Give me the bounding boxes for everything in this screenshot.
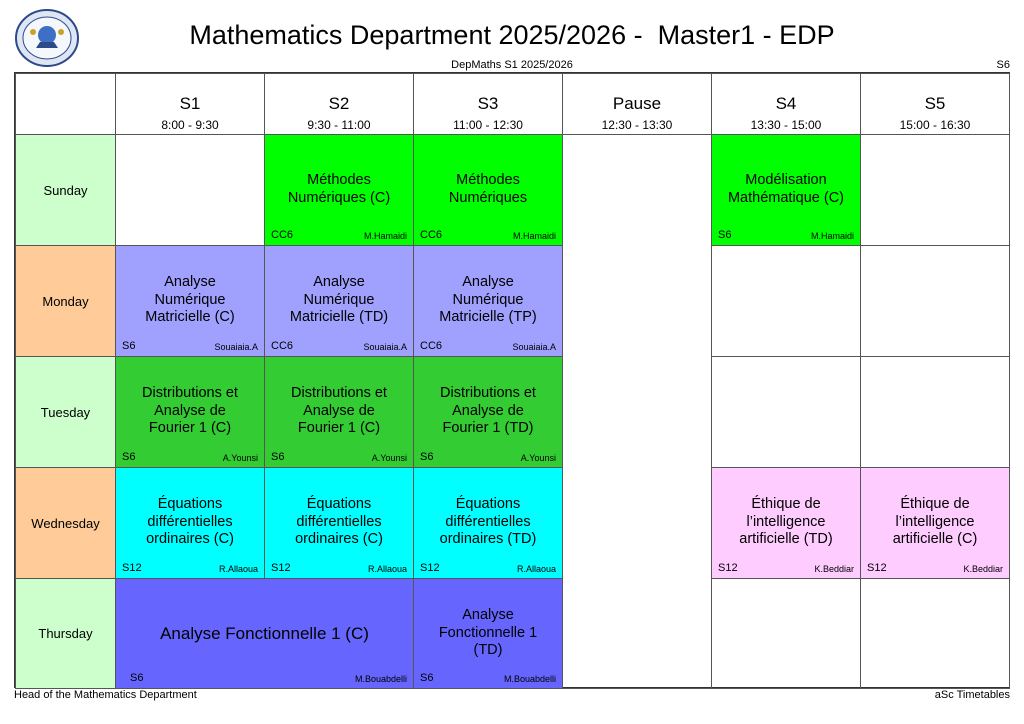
lesson-card[interactable] bbox=[264, 467, 414, 579]
lesson-teacher: R.Allaoua bbox=[516, 564, 556, 574]
lesson-card[interactable] bbox=[860, 467, 1010, 579]
lesson-room: S12 bbox=[718, 562, 738, 574]
lesson-subject: Distributions et Analyse de Fourier 1 (C) bbox=[291, 385, 387, 436]
lesson-card[interactable] bbox=[413, 578, 563, 689]
corner-cell bbox=[15, 73, 116, 135]
lesson-teacher: M.Hamaidi bbox=[512, 231, 556, 241]
lesson-card[interactable] bbox=[264, 134, 414, 246]
footer-credit: aSc Timetables bbox=[934, 689, 1010, 701]
page-title: Mathematics Department 2025/2026 - Master1 - EDP bbox=[189, 20, 835, 50]
lesson-teacher: Souaiaia.A bbox=[214, 342, 258, 352]
day-tuesday: Tuesday bbox=[15, 356, 116, 468]
slot-time: 12:30 - 13:30 bbox=[601, 118, 673, 132]
lesson-room: CC6 bbox=[420, 229, 443, 241]
lesson-subject: Analyse Numérique Matricielle (TD) bbox=[289, 274, 389, 325]
day-monday: Monday bbox=[15, 245, 116, 357]
lesson-teacher: K.Beddiar bbox=[814, 564, 854, 574]
lesson-teacher: R.Allaoua bbox=[367, 564, 407, 574]
empty-cell bbox=[860, 134, 1010, 246]
slot-time: 8:00 - 9:30 bbox=[161, 118, 219, 132]
lesson-teacher: M.Bouabdelli bbox=[354, 674, 407, 684]
lesson-room: S6 bbox=[122, 451, 136, 463]
slot-header-s4 bbox=[711, 73, 861, 135]
lesson-subject: Équations différentielles ordinaires (C) bbox=[295, 496, 383, 547]
slot-time: 13:30 - 15:00 bbox=[750, 118, 822, 132]
lesson-room: CC6 bbox=[271, 229, 294, 241]
lesson-teacher: M.Hamaidi bbox=[363, 231, 407, 241]
day-thursday: Thursday bbox=[15, 578, 116, 689]
lesson-room: S6 bbox=[122, 340, 136, 352]
timetable-grid bbox=[14, 72, 1010, 688]
empty-cell bbox=[711, 356, 861, 468]
slot-time: 11:00 - 12:30 bbox=[453, 118, 523, 132]
empty-cell bbox=[711, 578, 861, 689]
lesson-room: S12 bbox=[271, 562, 291, 574]
slot-name: Pause bbox=[612, 94, 662, 113]
lesson-subject: Analyse Fonctionnelle 1 (C) bbox=[160, 624, 369, 643]
slot-name: S5 bbox=[924, 94, 946, 113]
day-sunday: Sunday bbox=[15, 134, 116, 246]
slot-name: S3 bbox=[477, 94, 499, 113]
lesson-room: S6 bbox=[420, 672, 434, 684]
lesson-teacher: A.Younsi bbox=[222, 453, 258, 463]
lesson-subject: Distributions et Analyse de Fourier 1 (C) bbox=[142, 385, 238, 436]
lesson-card[interactable] bbox=[264, 356, 414, 468]
lesson-card[interactable] bbox=[413, 134, 563, 246]
slot-header-s1 bbox=[115, 73, 265, 135]
empty-cell bbox=[860, 245, 1010, 357]
slot-header-pause bbox=[562, 73, 712, 135]
slot-time: 9:30 - 11:00 bbox=[307, 118, 371, 132]
lesson-card[interactable] bbox=[413, 356, 563, 468]
lesson-subject: Analyse Numérique Matricielle (C) bbox=[145, 274, 235, 325]
day-wednesday: Wednesday bbox=[15, 467, 116, 579]
slot-name: S4 bbox=[775, 94, 797, 113]
lesson-teacher: A.Younsi bbox=[520, 453, 556, 463]
lesson-card[interactable] bbox=[413, 245, 563, 357]
lesson-room: CC6 bbox=[420, 340, 443, 352]
lesson-teacher: Souaiaia.A bbox=[512, 342, 556, 352]
lesson-card[interactable] bbox=[711, 467, 861, 579]
lesson-room: S6 bbox=[718, 229, 732, 241]
slot-header-s3 bbox=[413, 73, 563, 135]
lesson-card[interactable] bbox=[115, 245, 265, 357]
lesson-subject: Modélisation Mathématique (C) bbox=[727, 172, 845, 206]
slot-header-s5 bbox=[860, 73, 1010, 135]
slot-header-s2 bbox=[264, 73, 414, 135]
lesson-teacher: R.Allaoua bbox=[218, 564, 258, 574]
empty-cell bbox=[115, 134, 265, 246]
lesson-teacher: K.Beddiar bbox=[963, 564, 1003, 574]
lesson-room: S6 bbox=[271, 451, 285, 463]
lesson-teacher: M.Bouabdelli bbox=[503, 674, 556, 684]
lesson-card[interactable] bbox=[711, 134, 861, 246]
room-code: S6 bbox=[996, 59, 1010, 71]
pause-column bbox=[562, 134, 712, 689]
empty-cell bbox=[860, 356, 1010, 468]
lesson-card[interactable] bbox=[413, 467, 563, 579]
empty-cell bbox=[860, 578, 1010, 689]
lesson-card[interactable] bbox=[264, 245, 414, 357]
lesson-card[interactable] bbox=[115, 467, 265, 579]
lesson-room: S12 bbox=[867, 562, 887, 574]
lesson-card[interactable] bbox=[115, 578, 414, 689]
lesson-card[interactable] bbox=[115, 356, 265, 468]
lesson-teacher: M.Hamaidi bbox=[810, 231, 854, 241]
lesson-teacher: A.Younsi bbox=[371, 453, 407, 463]
footer-signature-label: Head of the Mathematics Department bbox=[14, 689, 197, 701]
lesson-room: CC6 bbox=[271, 340, 294, 352]
lesson-room: S12 bbox=[420, 562, 440, 574]
lesson-subject: Méthodes Numériques bbox=[448, 172, 528, 206]
slot-name: S1 bbox=[179, 94, 201, 113]
lesson-teacher: Souaiaia.A bbox=[363, 342, 407, 352]
lesson-subject: Éthique de l’intelligence artificielle (C) bbox=[892, 496, 978, 547]
lesson-subject: Distributions et Analyse de Fourier 1 (TD) bbox=[440, 385, 536, 436]
lesson-room: S6 bbox=[420, 451, 434, 463]
lesson-subject: Équations différentielles ordinaires (TD) bbox=[439, 496, 537, 547]
timetable-subtitle: DepMaths S1 2025/2026 bbox=[451, 59, 573, 71]
empty-cell bbox=[711, 245, 861, 357]
lesson-subject: Méthodes Numériques (C) bbox=[287, 172, 391, 206]
slot-name: S2 bbox=[328, 94, 350, 113]
lesson-subject: Éthique de l’intelligence artificielle (TD) bbox=[739, 496, 833, 547]
lesson-subject: Analyse Numérique Matricielle (TP) bbox=[439, 274, 537, 325]
lesson-subject: Analyse Fonctionnelle 1 (TD) bbox=[438, 607, 538, 658]
slot-time: 15:00 - 16:30 bbox=[899, 118, 971, 132]
lesson-subject: Équations différentielles ordinaires (C) bbox=[146, 496, 234, 547]
lesson-room: S6 bbox=[130, 672, 144, 684]
lesson-room: S12 bbox=[122, 562, 142, 574]
